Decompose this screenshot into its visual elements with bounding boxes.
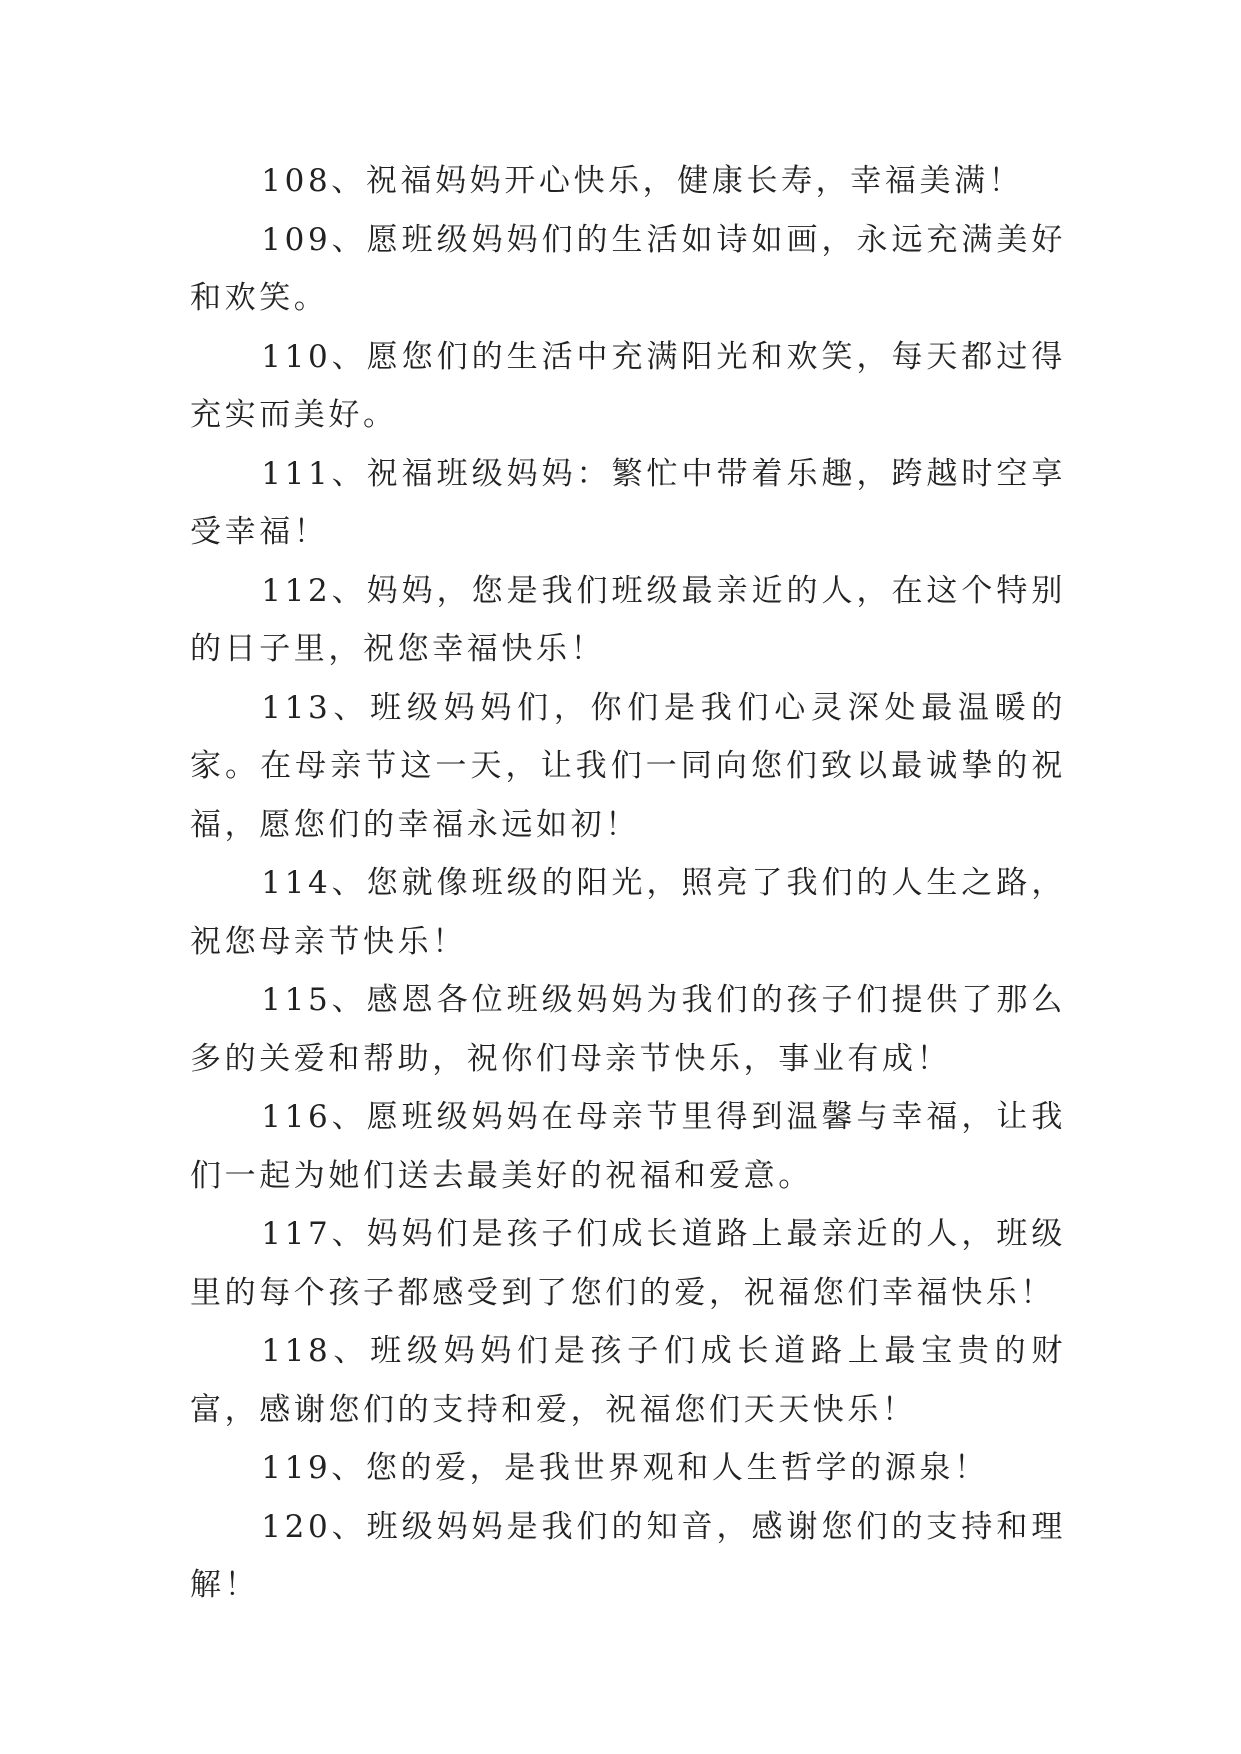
document-body	[190, 152, 1066, 1615]
paragraph-108: 108、祝福妈妈开心快乐，健康长寿，幸福美满！	[261, 163, 1024, 199]
paragraph-113: 113、班级妈妈们，你们是我们心灵深处最温暖的家。在母亲节这一天，让我们一同向您们致以最诚挚的祝福，愿您们的幸福永远如初！	[190, 689, 1066, 843]
paragraph-111: 111、祝福班级妈妈：繁忙中带着乐趣，跨越时空享受幸福！	[190, 455, 1066, 550]
paragraph-110: 110、愿您们的生活中充满阳光和欢笑，每天都过得充实而美好。	[190, 338, 1066, 433]
paragraph-109: 109、愿班级妈妈们的生活如诗如画，永远充满美好和欢笑。	[190, 221, 1066, 316]
paragraph-116: 116、愿班级妈妈在母亲节里得到温馨与幸福，让我们一起为她们送去最美好的祝福和爱意。	[190, 1099, 1066, 1194]
paragraph-114: 114、您就像班级的阳光，照亮了我们的人生之路，祝您母亲节快乐！	[190, 865, 1066, 960]
paragraph-119: 119、您的爱，是我世界观和人生哲学的源泉！	[261, 1450, 989, 1486]
paragraph-115: 115、感恩各位班级妈妈为我们的孩子们提供了那么多的关爱和帮助，祝你们母亲节快乐，事业有成！	[190, 982, 1066, 1077]
paragraph-112: 112、妈妈，您是我们班级最亲近的人，在这个特别的日子里，祝您幸福快乐！	[190, 572, 1066, 667]
paragraph-118: 118、班级妈妈们是孩子们成长道路上最宝贵的财富，感谢您们的支持和爱，祝福您们天天快乐！	[190, 1333, 1066, 1428]
paragraph-117: 117、妈妈们是孩子们成长道路上最亲近的人，班级里的每个孩子都感受到了您们的爱，祝福您们幸福快乐！	[190, 1216, 1066, 1311]
paragraph-120: 120、班级妈妈是我们的知音，感谢您们的支持和理解！	[190, 1508, 1066, 1603]
